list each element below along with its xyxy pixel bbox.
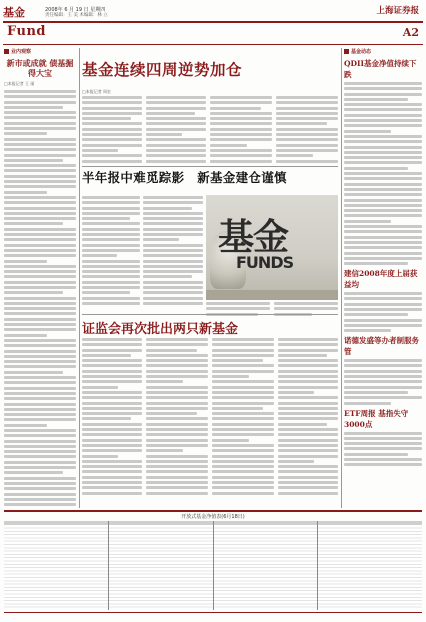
left-column: [4, 48, 76, 508]
mid-headline-banner: [82, 168, 338, 190]
story-divider: [82, 314, 338, 315]
second-article-col: [278, 338, 338, 504]
square-bullet-icon: [344, 49, 349, 54]
right-headline-3: 诺德发盛等办者制服务管: [344, 336, 419, 357]
second-article-col: [82, 338, 142, 504]
story-divider: [82, 166, 338, 167]
page-number: A2: [402, 26, 419, 39]
right-headline-1: QDII基金净值持续下跌: [344, 59, 417, 79]
masthead: [3, 2, 423, 48]
column-divider: [79, 48, 80, 508]
news-photo: [206, 195, 338, 300]
column-divider: [341, 48, 342, 508]
right-headline-4: ETF周报 基指失守3000点: [344, 408, 409, 429]
left-section-tag: [4, 48, 76, 55]
photo-sign-subtext: FUNDS: [236, 253, 294, 272]
left-headline: 新市或成就 债基掘得大宝: [6, 58, 74, 78]
main-headline: 基金连续四周逆势加仓: [82, 60, 243, 79]
page-footer: [4, 612, 422, 620]
left-section-label: 业内观察: [11, 49, 32, 55]
square-bullet-icon: [4, 49, 9, 54]
second-article-col: [146, 338, 208, 504]
english-section: Fund: [7, 24, 46, 39]
right-section-tag: [344, 48, 422, 55]
main-byline: □本报记者 周宏: [82, 89, 112, 94]
main-article-col: [210, 96, 272, 164]
mid-article-col: [143, 196, 203, 308]
main-article-col: [276, 96, 338, 164]
photo-sign-text: 基金: [218, 217, 289, 258]
table-column-divider: [108, 521, 109, 610]
issue-date: 2008年 6 月 19 日 星期四: [45, 7, 106, 13]
fund-nav-table: [4, 510, 422, 610]
mid-headline: 半年报中难觅踪影 新基金建仓谨慎: [82, 170, 287, 185]
table-column-divider: [317, 521, 318, 610]
right-section-label: 基金动态: [351, 49, 372, 55]
header-rule-thin: [3, 44, 423, 45]
table-column-divider: [213, 521, 214, 610]
second-headline: 证监会再次批出两只新基金: [82, 322, 239, 337]
mid-article-col: [82, 196, 140, 308]
table-title: 开放式基金净值表(6月18日): [181, 514, 245, 520]
section-name: 基金: [3, 6, 25, 19]
right-headline-2: 建信2008年度上届获益均: [344, 269, 418, 290]
main-article-col: [146, 96, 206, 164]
paper-name: 上海证券报: [376, 6, 419, 16]
left-byline: □本报记者 王 丽: [4, 81, 35, 86]
second-article-col: [212, 338, 274, 504]
editor-line: 责任编辑：王 美 术编辑：林 立: [45, 13, 108, 18]
header-rule: [3, 21, 423, 23]
left-article-body: [4, 90, 76, 508]
photo-base: [206, 290, 338, 300]
main-article-col: [82, 96, 142, 164]
right-column: [344, 48, 422, 468]
